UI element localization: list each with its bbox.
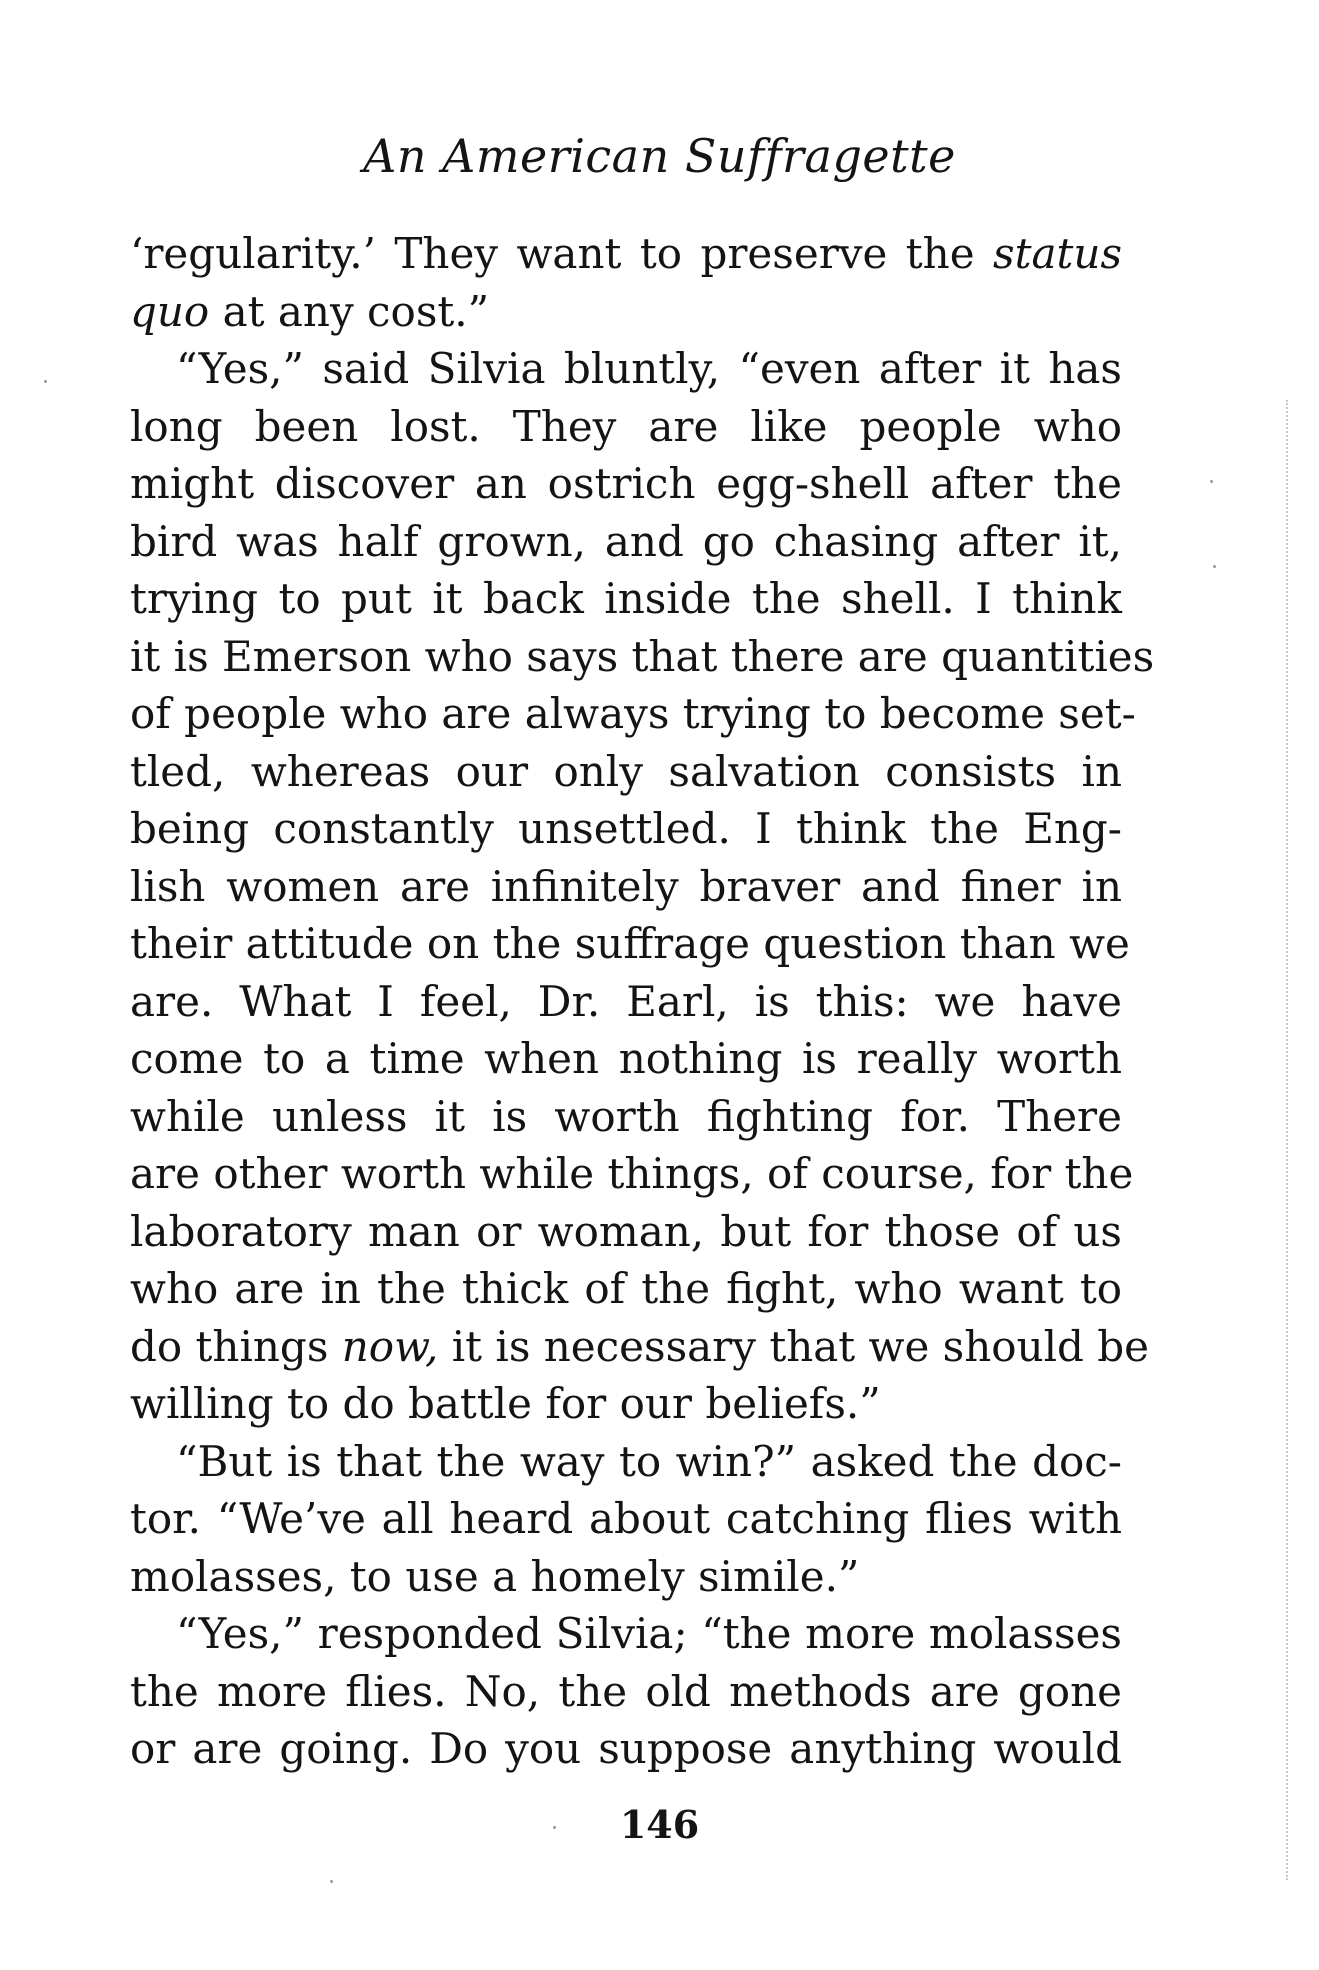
text-segment: “But is that the way to win?” asked the doc- [176,1436,1122,1486]
text-line [130,513,1122,571]
text-line [130,340,1122,398]
text-segment: bird was half grown, and go chasing after it, [130,516,1122,566]
text-segment: it is Emerson who says that there are quantities [130,631,1155,681]
text-segment: being constantly unsettled. I think the Eng- [130,804,1122,853]
text-line [130,1203,1122,1261]
text-segment: tled, whereas our only salvation consists in [130,746,1122,796]
text-segment: who are in the thick of the fight, who want to [130,1264,1122,1313]
text-segment: trying to put it back inside the shell. I think [130,574,1122,623]
text-segment: of people who are always trying to become set- [130,689,1136,738]
text-line [130,685,1136,743]
text-segment: are. What I feel, Dr. Earl, is this: we have [130,976,1122,1026]
text-line [130,1490,1122,1548]
italic-text: quo [130,286,210,336]
text-line [130,1548,1122,1606]
text-segment: lish women are infinitely braver and finer in [130,861,1122,911]
text-line [130,455,1122,513]
running-head: An American Suffragette [363,129,956,183]
text-line [130,1663,1122,1721]
text-segment: do things [130,1321,342,1371]
print-speck [44,380,47,383]
text-segment: at any cost.” [209,286,490,336]
text-segment: willing to do battle for our beliefs.” [130,1379,881,1428]
text-segment: long been lost. They are like people who [130,401,1122,451]
text-segment: while unless it is worth fighting for. There [130,1091,1122,1141]
text-line [130,1318,1150,1376]
text-line [130,915,1130,973]
text-segment: tor. “We’ve all heard about catching flies with [130,1494,1122,1543]
text-line [130,570,1122,628]
text-line [130,1375,1122,1433]
print-speck [1210,480,1213,483]
text-line [130,398,1122,456]
text-line [130,743,1122,801]
text-line [130,1088,1122,1146]
text-segment: “Yes,” said Silvia bluntly, “even after it has [176,344,1122,393]
text-segment: are other worth while things, of course, for the [130,1149,1134,1198]
print-speck [1213,565,1216,568]
text-line [130,800,1122,858]
text-line [130,1030,1122,1088]
page-edge-marks [1286,400,1290,1880]
text-segment: ‘regularity.’ They want to preserve the [130,229,994,278]
text-line [130,225,1122,283]
text-segment: laboratory man or woman, but for those of us [130,1206,1122,1256]
text-segment: might discover an ostrich egg-shell after the [130,459,1122,508]
text-line [130,628,1155,686]
text-line [130,1145,1134,1203]
text-segment: or are going. Do you suppose anything would [130,1724,1122,1773]
text-segment: it is necessary that we should be [438,1321,1150,1371]
text-segment: come to a time when nothing is really worth [130,1034,1122,1083]
text-line [130,973,1122,1031]
italic-text: now, [341,1321,439,1371]
text-line [130,1720,1122,1778]
print-speck [553,1826,556,1829]
print-speck [330,1880,333,1883]
text-line [130,1433,1122,1491]
page-number: 146 [619,1802,700,1847]
text-segment: their attitude on the suffrage question than we [130,919,1130,968]
text-line [130,283,1122,341]
body-text [130,225,1155,1778]
text-line [130,858,1122,916]
text-line [130,1605,1122,1663]
text-segment: “Yes,” responded Silvia; “the more molasses [176,1609,1122,1658]
italic-text: status [993,229,1122,278]
text-segment: the more flies. No, the old methods are gone [130,1666,1122,1716]
text-segment: molasses, to use a homely simile.” [130,1551,860,1601]
text-line [130,1260,1122,1318]
